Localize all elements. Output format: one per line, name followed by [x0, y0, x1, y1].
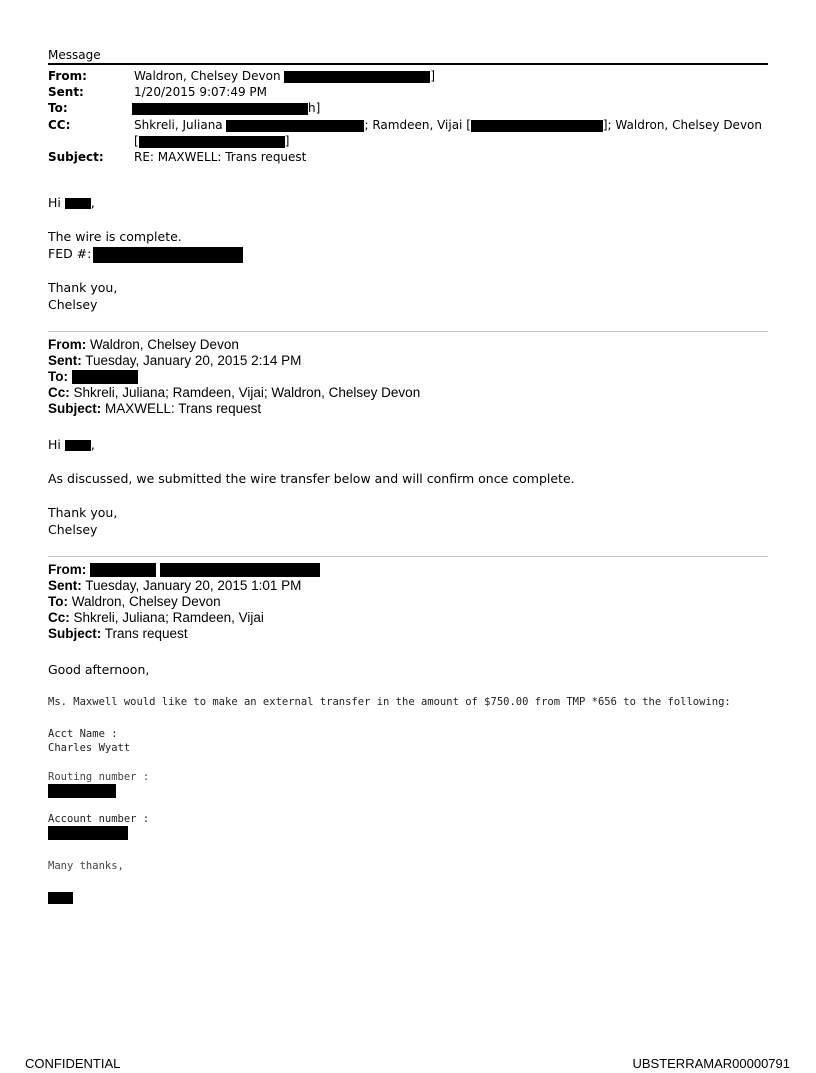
reply-greeting: Hi , — [48, 195, 95, 210]
redaction — [90, 563, 156, 577]
cc-label: CC: — [48, 118, 71, 132]
email3-sent: Sent: Tuesday, January 20, 2015 1:01 PM — [48, 578, 302, 593]
redaction — [48, 892, 73, 904]
from-label: From: — [48, 69, 87, 83]
routing-label: Routing number : — [48, 771, 150, 783]
sent-value: 1/20/2015 9:07:49 PM — [134, 85, 268, 99]
fed-number: FED #: — [48, 246, 243, 263]
email2-thanks: Thank you, — [48, 505, 118, 520]
redaction — [132, 103, 308, 115]
email2-sent: Sent: Tuesday, January 20, 2015 2:14 PM — [48, 353, 302, 368]
reply-signature: Chelsey — [48, 297, 98, 312]
redaction — [72, 370, 138, 384]
email2-from: From: Waldron, Chelsey Devon — [48, 337, 239, 352]
to-value: h] — [134, 101, 320, 115]
email2-cc: Cc: Shkreli, Juliana; Ramdeen, Vijai; Waldron, Chelsey Devon — [48, 385, 421, 400]
redaction — [471, 120, 603, 132]
bates-number: UBSTERRAMAR00000791 — [632, 1056, 790, 1071]
separator — [48, 331, 768, 332]
subject-label: Subject: — [48, 150, 104, 164]
acct-name-label: Acct Name : — [48, 728, 118, 740]
redaction — [284, 71, 430, 83]
message-title: Message — [48, 48, 101, 62]
closing: Many thanks, — [48, 860, 124, 872]
to-label: To: — [48, 101, 68, 115]
redaction — [48, 784, 116, 798]
email3-body: Ms. Maxwell would like to make an external transfer in the amount of $750.00 from TMP *656 to the following: — [48, 696, 731, 708]
separator — [48, 556, 768, 557]
reply-line: The wire is complete. — [48, 229, 182, 244]
email3-subject: Subject: Trans request — [48, 626, 188, 641]
redaction — [48, 826, 128, 840]
subject-value: RE: MAXWELL: Trans request — [134, 150, 307, 164]
email2-body: As discussed, we submitted the wire transfer below and will confirm once complete. — [48, 471, 575, 486]
cc-value-line2: [ ] — [134, 134, 290, 148]
account-label: Account number : — [48, 813, 150, 825]
email2-signature: Chelsey — [48, 522, 98, 537]
redaction — [65, 440, 91, 451]
reply-thanks: Thank you, — [48, 280, 118, 295]
redaction — [65, 198, 91, 209]
email2-subject: Subject: MAXWELL: Trans request — [48, 401, 262, 416]
from-value: Waldron, Chelsey Devon ] — [134, 69, 436, 83]
acct-name-value: Charles Wyatt — [48, 742, 131, 754]
redaction — [226, 120, 364, 132]
redaction — [93, 247, 243, 263]
email3-to: To: Waldron, Chelsey Devon — [48, 594, 221, 609]
sent-label: Sent: — [48, 85, 84, 99]
header-rule — [48, 63, 768, 65]
email2-greeting: Hi , — [48, 437, 95, 452]
email2-to: To: — [48, 369, 138, 384]
email3-from: From: — [48, 562, 320, 577]
redaction — [160, 563, 320, 577]
email3-greeting: Good afternoon, — [48, 662, 150, 677]
email3-cc: Cc: Shkreli, Juliana; Ramdeen, Vijai — [48, 610, 264, 625]
redaction — [139, 136, 285, 148]
cc-value: Shkreli, Juliana ; Ramdeen, Vijai [ ]; Waldron, Chelsey Devon — [134, 118, 762, 132]
confidential-label: CONFIDENTIAL — [25, 1056, 121, 1071]
